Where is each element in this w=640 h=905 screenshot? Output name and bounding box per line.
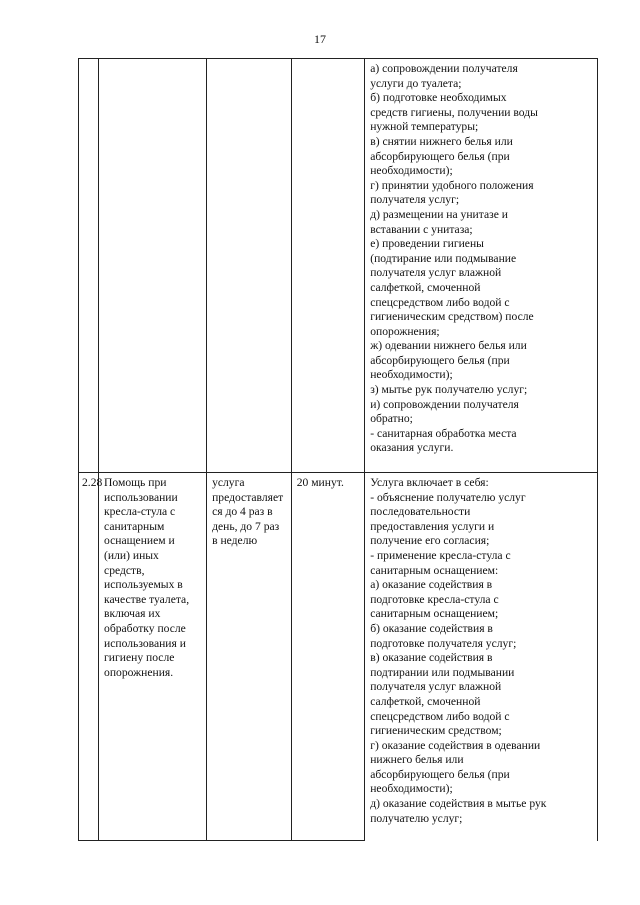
service-name-line: включая их bbox=[104, 607, 161, 621]
description-line: а) оказание содействия в bbox=[370, 578, 493, 592]
cell-duration bbox=[291, 59, 365, 473]
description-line: санитарным оснащением; bbox=[370, 607, 499, 621]
service-name-line: качестве туалета, bbox=[104, 592, 190, 606]
description-line: санитарным оснащением: bbox=[370, 563, 499, 577]
description-line: е) проведении гигиены bbox=[370, 237, 484, 251]
description-line: последовательности bbox=[370, 505, 471, 519]
description-line: г) оказание содействия в одевании bbox=[370, 738, 541, 752]
service-name-line: использования и bbox=[104, 636, 186, 650]
description-line: а) сопровождении получателя bbox=[370, 62, 518, 75]
volume-line: ся до 4 раз в bbox=[212, 505, 273, 519]
cell-number bbox=[79, 59, 99, 473]
service-name-line: кресла-стула с bbox=[104, 505, 176, 519]
service-name-line: Помощь при bbox=[104, 476, 167, 489]
description-line: получателя услуг; bbox=[370, 193, 460, 207]
description-line: - объяснение получателю услуг bbox=[370, 490, 526, 504]
description-line: в) оказание содействия в bbox=[370, 651, 493, 665]
service-name-line: использовании bbox=[104, 490, 178, 504]
description-line: гигиеническим средством) после bbox=[370, 310, 534, 324]
table-row-2-28 bbox=[79, 473, 598, 841]
description-line: предоставления услуги и bbox=[370, 519, 495, 533]
description-line: подготовке получателя услуг; bbox=[370, 636, 517, 650]
description-line: опорожнения; bbox=[370, 324, 440, 338]
cell-service-name bbox=[99, 59, 207, 473]
service-name-line: гигиену после bbox=[104, 651, 175, 665]
description-line: подготовке кресла-стула с bbox=[370, 592, 499, 606]
description-line: ж) одевании нижнего белья или bbox=[370, 339, 527, 353]
description-line: необходимости); bbox=[370, 782, 453, 796]
description-line: получателю услуг; bbox=[370, 811, 463, 825]
description-line: получателя услуг влажной bbox=[370, 680, 502, 694]
description-line: вставании с унитаза; bbox=[370, 222, 473, 236]
description-line: з) мытье рук получателю услуг; bbox=[370, 383, 528, 397]
description-line: необходимости); bbox=[370, 368, 453, 382]
service-name-line: (или) иных bbox=[104, 548, 159, 562]
description-line: д) оказание содействия в мытье рук bbox=[370, 797, 547, 811]
description-line: гигиеническим средством; bbox=[370, 724, 502, 738]
description-line: салфеткой, смоченной bbox=[370, 694, 481, 708]
service-name-line: оснащением и bbox=[104, 534, 175, 548]
description-line: спецсредством либо водой с bbox=[370, 295, 510, 309]
description-line: оказания услуги. bbox=[370, 441, 454, 455]
description-line: обратно; bbox=[370, 412, 413, 426]
description-line: б) оказание содействия в bbox=[370, 621, 493, 635]
description-line: и) сопровождении получателя bbox=[370, 397, 519, 411]
description-line: Услуга включает в себя: bbox=[370, 476, 489, 489]
description-line: нижнего белья или bbox=[370, 753, 464, 767]
service-name-line: опорожнения. bbox=[104, 665, 174, 679]
volume-line: услуга bbox=[212, 476, 245, 489]
description-line: абсорбирующего белья (при bbox=[370, 353, 510, 367]
service-name-line: обработку после bbox=[104, 621, 186, 635]
description-line: необходимости); bbox=[370, 164, 453, 178]
description-line: д) размещении на унитазе и bbox=[370, 207, 508, 221]
service-name-line: санитарным bbox=[104, 519, 165, 533]
description-line: - санитарная обработка места bbox=[370, 426, 517, 440]
cell-volume bbox=[207, 473, 292, 841]
cell-duration: 20 минут. bbox=[291, 473, 365, 841]
description-line: г) принятии удобного положения bbox=[370, 178, 534, 192]
description-line: подтирании или подмывании bbox=[370, 665, 515, 679]
description-line: получателя услуг влажной bbox=[370, 266, 502, 280]
description-line: - применение кресла-стула с bbox=[370, 548, 511, 562]
volume-line: в неделю bbox=[212, 534, 258, 548]
description-line: в) снятии нижнего белья или bbox=[370, 134, 513, 148]
cell-number: 2.28 bbox=[79, 473, 99, 841]
description-line: абсорбирующего белья (при bbox=[370, 767, 510, 781]
description-line: средств гигиены, получении воды bbox=[370, 105, 538, 119]
table-row-continued bbox=[79, 59, 598, 473]
description-line: спецсредством либо водой с bbox=[370, 709, 510, 723]
description-line: нужной температуры; bbox=[370, 120, 479, 134]
description-line: получение его согласия; bbox=[370, 534, 490, 548]
description-line: (подтирание или подмывание bbox=[370, 251, 517, 265]
volume-line: день, до 7 раз bbox=[212, 519, 280, 533]
description-line: услуги до туалета; bbox=[370, 76, 462, 90]
description-line: салфеткой, смоченной bbox=[370, 280, 481, 294]
cell-description bbox=[365, 59, 598, 473]
volume-line: предоставляет bbox=[212, 490, 284, 504]
service-name-line: средств, bbox=[104, 563, 145, 577]
cell-service-name bbox=[99, 473, 207, 841]
service-name-line: используемых в bbox=[104, 578, 183, 592]
cell-volume bbox=[207, 59, 292, 473]
description-line: б) подготовке необходимых bbox=[370, 91, 507, 105]
page-number: 17 bbox=[314, 32, 326, 46]
cell-description bbox=[365, 473, 598, 841]
services-table bbox=[78, 58, 598, 841]
description-line: абсорбирующего белья (при bbox=[370, 149, 510, 163]
